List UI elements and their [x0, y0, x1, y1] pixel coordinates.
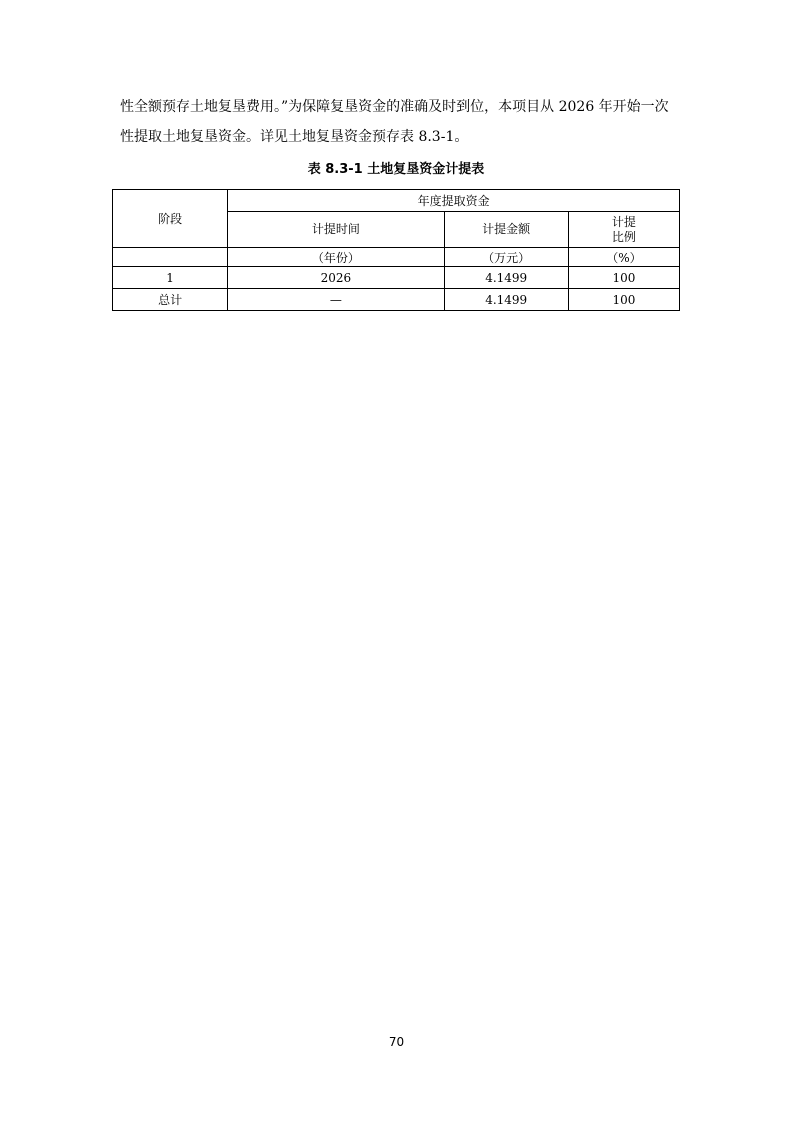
header-amount-unit: （万元）: [444, 248, 568, 267]
cell-ratio: 100: [568, 267, 679, 289]
cell-stage: 总计: [113, 289, 228, 311]
table-caption: 表 8.3-1 土地复垦资金计提表: [307, 162, 485, 177]
cell-time: 2026: [228, 267, 444, 289]
header-time: 计提时间: [228, 212, 444, 248]
header-unit-empty: [113, 248, 228, 267]
header-ratio: [568, 212, 679, 248]
cell-stage: 1: [113, 267, 228, 289]
body-paragraph-line-2: 性提取土地复垦资金。详见土地复垦资金预存表 8.3-1。: [120, 129, 469, 145]
reclamation-fund-table: [112, 189, 680, 311]
cell-amount: 4.1499: [444, 289, 568, 311]
cell-ratio: 100: [568, 289, 679, 311]
header-annual-fund: 年度提取资金: [228, 190, 680, 212]
body-paragraph-line-1: 性全额预存土地复垦费用。”为保障复垦资金的准确及时到位，本项目从 2026 年开始一次: [120, 99, 669, 115]
header-ratio-line-1: 计提: [611, 214, 636, 229]
table-row-total: [113, 289, 680, 311]
page-number: 70: [388, 1035, 405, 1049]
header-ratio-line-2: 比例: [611, 229, 636, 244]
header-ratio-unit: （%）: [568, 248, 679, 267]
header-stage: 阶段: [113, 190, 228, 248]
cell-amount: 4.1499: [444, 267, 568, 289]
header-time-unit: （年份）: [228, 248, 444, 267]
header-amount: 计提金额: [444, 212, 568, 248]
cell-time: —: [228, 289, 444, 311]
table-row: [113, 267, 680, 289]
